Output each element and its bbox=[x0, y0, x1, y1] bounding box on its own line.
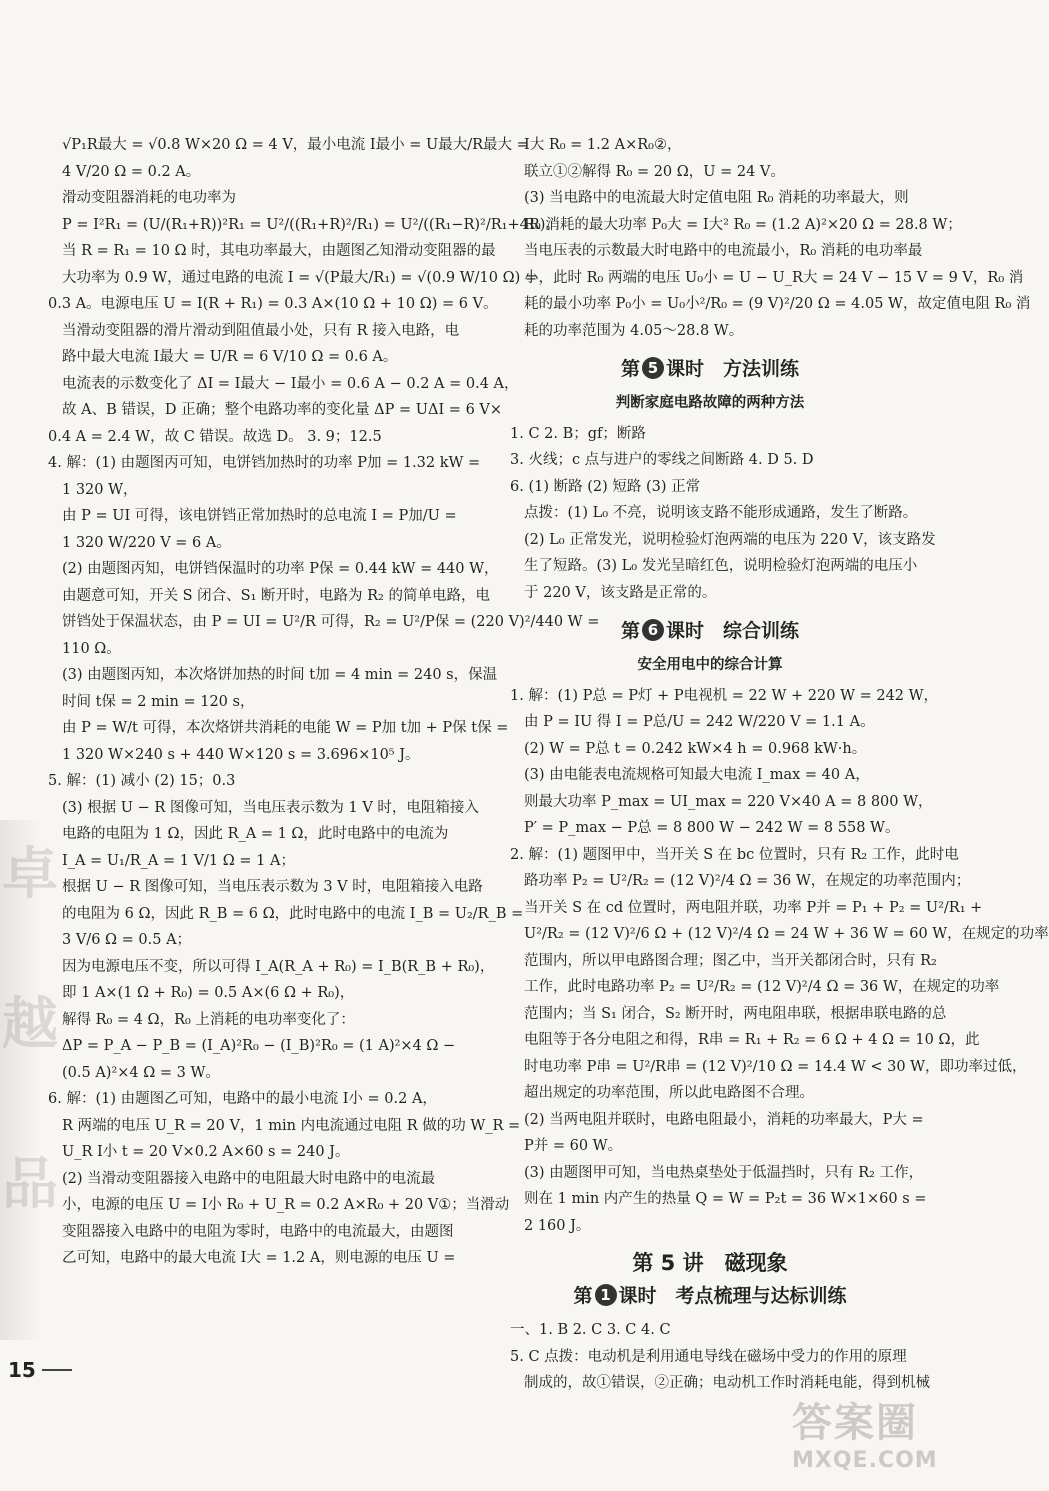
text-line: 2. 解：(1) 题图甲中，当开关 S 在 bc 位置时，只有 R₂ 工作，此时电 bbox=[510, 846, 959, 863]
text-line: ΔP = P_A − P_B = (I_A)²R₀ − (I_B)²R₀ = (1 A)²×4 Ω − bbox=[62, 1038, 456, 1054]
text-line: U_R I小 t = 20 V×0.2 A×60 s = 240 J。 bbox=[62, 1144, 350, 1160]
text-line: 的电阻为 6 Ω，因此 R_B = 6 Ω，此时电路中的电流 I_B = U₂/R_B = bbox=[62, 905, 524, 922]
text-line: R 两端的电压 U_R = 20 V，1 min 内电流通过电阻 R 做的功 W_R = bbox=[62, 1117, 521, 1134]
text-line: 小，电源的电压 U = I小 R₀ + U_R = 0.2 A×R₀ + 20 V①；当滑动 bbox=[62, 1197, 510, 1213]
text-line: 由 P = W/t 可得，本次烙饼共消耗的电能 W = P加 t加 + P保 t保 = bbox=[62, 720, 509, 736]
text-line: 范围内，所以甲电路图合理；图乙中，当开关都闭合时，只有 R₂ bbox=[524, 952, 937, 969]
text-line: (3) 由题图丙知，本次烙饼加热的时间 t加 = 4 min = 240 s，保温 bbox=[62, 667, 498, 683]
text-line: 工作，此时电路功率 P₂ = U²/R₂ = (12 V)²/4 Ω = 36 W，在规定的功率 bbox=[524, 979, 1000, 995]
text-line: 时间 t保 = 2 min = 120 s， bbox=[62, 693, 255, 710]
lesson-1-heading bbox=[510, 1281, 910, 1311]
text-line: 当滑动变阻器的滑片滑动到阻值最小处，只有 R 接入电路，电 bbox=[62, 322, 460, 339]
text-line: R₀ 消耗的最大功率 P₀大 = I大² R₀ = (1.2 A)²×20 Ω = 28.8 W； bbox=[524, 216, 962, 233]
watermark-logo-text: 答案圈 bbox=[792, 1400, 918, 1446]
text-line: 耗的最小功率 P₀小 = U₀小²/R₀ = (9 V)²/20 Ω = 4.05 W，故定值电阻 R₀ 消 bbox=[524, 296, 1031, 312]
lesson-number-badge: 1 bbox=[595, 1284, 617, 1306]
text-line: 6. 解：(1) 由题图乙可知，电路中的最小电流 I小 = 0.2 A， bbox=[48, 1091, 437, 1107]
text-line: (0.5 A)²×4 Ω = 3 W。 bbox=[62, 1064, 220, 1081]
text-line: 联立①②解得 R₀ = 20 Ω，U = 24 V。 bbox=[524, 163, 785, 180]
text-line: 范围内；当 S₁ 闭合，S₂ 断开时，两电阻串联，根据串联电路的总 bbox=[524, 1005, 947, 1022]
text-line: (2) 当两电阻并联时，电路电阻最小，消耗的功率最大，P大 = bbox=[524, 1111, 924, 1128]
text-line: 0.3 A。电源电压 U = I(R + R₁) = 0.3 A×(10 Ω + 10 Ω) = 6 V。 bbox=[48, 296, 498, 312]
lesson-6-subheading: 安全用电中的综合计算 bbox=[637, 657, 783, 673]
lesson-prefix: 第 bbox=[620, 358, 640, 380]
text-line: 故 A、B 错误，D 正确；整个电路功率的变化量 ΔP = UΔI = 6 V× bbox=[62, 402, 503, 418]
text-line: 一、1. B 2. C 3. C 4. C bbox=[510, 1322, 671, 1338]
lesson-6-heading bbox=[510, 616, 910, 646]
lesson-number-badge: 5 bbox=[642, 357, 664, 379]
text-line: 当电压表的示数最大时电路中的电流最小，R₀ 消耗的电功率最 bbox=[524, 243, 923, 259]
text-line: 1 320 W， bbox=[62, 481, 138, 498]
lesson-title: 课时 考点梳理与达标训练 bbox=[618, 1285, 847, 1307]
text-line: 1. C 2. B；gf；断路 bbox=[510, 425, 646, 442]
lesson-title: 课时 综合训练 bbox=[666, 620, 800, 642]
text-line: 电流表的示数变化了 ΔI = I最大 − I最小 = 0.6 A − 0.2 A = 0.4 A， bbox=[62, 375, 519, 392]
text-line: 由 P = IU 得 I = P总/U = 242 W/220 V = 1.1 A。 bbox=[524, 714, 875, 730]
watermark-url: MXQE.COM bbox=[792, 1448, 938, 1473]
text-line: 路功率 P₂ = U²/R₂ = (12 V)²/4 Ω = 36 W，在规定的功率范围内； bbox=[524, 873, 971, 889]
text-line: 1 320 W×240 s + 440 W×120 s = 3.696×10⁵ J。 bbox=[62, 746, 420, 763]
text-line: (3) 由电能表电流规格可知最大电流 I_max = 40 A， bbox=[524, 767, 870, 783]
text-line: 则最大功率 P_max = UI_max = 220 V×40 A = 8 800 W， bbox=[524, 793, 933, 810]
lesson-prefix: 第 bbox=[573, 1285, 593, 1307]
text-line: I_A = U₁/R_A = 1 V/1 Ω = 1 A； bbox=[62, 852, 295, 869]
text-line: 当开关 S 在 cd 位置时，两电阻并联，功率 P并 = P₁ + P₂ = U²/R₁ + bbox=[524, 899, 983, 916]
left-edge-watermark bbox=[0, 820, 58, 1340]
text-line: √P₁R最大 = √0.8 W×20 Ω = 4 V，最小电流 I最小 = U最大/R最大 = bbox=[62, 137, 529, 153]
text-line: 点拨：(1) L₀ 不亮，说明该支路不能形成通路，发生了断路。 bbox=[524, 505, 918, 521]
text-line: P并 = 60 W。 bbox=[524, 1138, 623, 1154]
continued-solution bbox=[510, 132, 1031, 344]
text-line: 4. 解：(1) 由题图丙可知，电饼铛加热时的功率 P加 = 1.32 kW = bbox=[48, 455, 481, 471]
lesson-1-answers bbox=[510, 1317, 930, 1397]
text-line: 乙可知，电路中的最大电流 I大 = 1.2 A，则电源的电压 U = bbox=[62, 1250, 456, 1266]
text-line: (3) 根据 U − R 图像可知，当电压表示数为 1 V 时，电阻箱接入 bbox=[62, 799, 479, 816]
text-line: 制成的，故①错误，②正确；电动机工作时消耗电能，得到机械 bbox=[524, 1375, 930, 1391]
lesson-6-answers bbox=[510, 683, 1049, 1240]
text-line: 5. C 点拨：电动机是利用通电导线在磁场中受力的作用的原理 bbox=[510, 1348, 907, 1365]
text-line: 当 R = R₁ = 10 Ω 时，其电功率最大，由题图乙知滑动变阻器的最 bbox=[62, 243, 496, 259]
watermark-glyph: 越 bbox=[2, 991, 58, 1057]
watermark-glyph: 品 bbox=[2, 1151, 58, 1217]
text-line: 电阻等于各分电阻之和得，R串 = R₁ + R₂ = 6 Ω + 4 Ω = 10 Ω，此 bbox=[524, 1032, 980, 1048]
text-line: (2) 当滑动变阻器接入电路中的电阻最大时电路中的电流最 bbox=[62, 1170, 436, 1187]
text-line: 110 Ω。 bbox=[62, 640, 121, 657]
text-line: 4 V/20 Ω = 0.2 A。 bbox=[62, 163, 201, 180]
text-line: 耗的功率范围为 4.05～28.8 W。 bbox=[524, 322, 744, 339]
lesson-5-heading bbox=[510, 354, 910, 384]
lesson-title: 课时 方法训练 bbox=[666, 358, 800, 380]
text-line: 3. 火线；c 点与进户的零线之间断路 4. D 5. D bbox=[510, 452, 814, 468]
text-line: I大 R₀ = 1.2 A×R₀②， bbox=[524, 137, 682, 153]
lesson-5-answers bbox=[510, 421, 936, 607]
text-line: (2) 由题图丙知，电饼铛保温时的功率 P保 = 0.44 kW = 440 W， bbox=[62, 561, 499, 577]
text-line: 5. 解：(1) 减小 (2) 15；0.3 bbox=[48, 773, 236, 789]
text-line: (3) 由题图甲可知，当电热桌垫处于低温挡时，只有 R₂ 工作， bbox=[524, 1164, 924, 1181]
page-number-rule bbox=[42, 1369, 72, 1371]
text-line: 电路的电阻为 1 Ω，因此 R_A = 1 Ω，此时电路中的电流为 bbox=[62, 826, 449, 842]
text-line: (3) 当电路中的电流最大时定值电阻 R₀ 消耗的功率最大，则 bbox=[524, 190, 909, 206]
lesson-5-subheading: 判断家庭电路故障的两种方法 bbox=[615, 395, 805, 411]
watermark-glyph: 卓 bbox=[2, 841, 58, 907]
text-line: 路中最大电流 I最大 = U/R = 6 V/10 Ω = 0.6 A。 bbox=[62, 349, 398, 365]
text-line: U²/R₂ = (12 V)²/6 Ω + (12 V)²/4 Ω = 24 W + 36 W = 60 W，在规定的功率 bbox=[524, 926, 1049, 942]
text-line: P′ = P_max − P总 = 8 800 W − 242 W = 8 558 W。 bbox=[524, 820, 900, 836]
lesson-number-badge: 6 bbox=[642, 619, 664, 641]
chapter-heading: 第 5 讲 磁现象 bbox=[632, 1251, 788, 1275]
text-line: 滑动变阻器消耗的电功率为 bbox=[62, 190, 236, 206]
site-watermark-logo bbox=[792, 1391, 982, 1471]
text-line: 饼铛处于保温状态，由 P = UI = U²/R 可得，R₂ = U²/P保 = (220 V)²/440 W = bbox=[62, 614, 600, 630]
page-number bbox=[8, 1358, 72, 1382]
text-line: 即 1 A×(1 Ω + R₀) = 0.5 A×(6 Ω + R₀)， bbox=[62, 985, 355, 1001]
text-line: (2) L₀ 正常发光，说明检验灯泡两端的电压为 220 V，该支路发 bbox=[524, 531, 936, 548]
text-line: P = I²R₁ = (U/(R₁+R))²R₁ = U²/((R₁+R)²/R₁) = U²/((R₁−R)²/R₁+4R)。 bbox=[62, 216, 560, 233]
right-column bbox=[510, 132, 1049, 1397]
text-line: 6. (1) 断路 (2) 短路 (3) 正常 bbox=[510, 478, 701, 495]
text-line: 由 P = UI 可得，该电饼铛正常加热时的总电流 I = P加/U = bbox=[62, 508, 457, 524]
text-line: 变阻器接入电路中的电阻为零时，电路中的电流最大，由题图 bbox=[62, 1223, 454, 1240]
text-line: 3 V/6 Ω = 0.5 A； bbox=[62, 932, 192, 948]
text-line: 于 220 V，该支路是正常的。 bbox=[524, 584, 717, 601]
text-line: (2) W = P总 t = 0.242 kW×4 h = 0.968 kW·h。 bbox=[524, 740, 867, 757]
text-line: 小，此时 R₀ 两端的电压 U₀小 = U − U_R大 = 24 V − 15 V = 9 V，R₀ 消 bbox=[524, 269, 1024, 286]
text-line: 生了短路。(3) L₀ 发光呈暗红色，说明检验灯泡两端的电压小 bbox=[524, 558, 918, 574]
text-line: 1 320 W/220 V = 6 A。 bbox=[62, 534, 231, 551]
text-line: 因为电源电压不变，所以可得 I_A(R_A + R₀) = I_B(R_B + R₀)， bbox=[62, 958, 495, 975]
text-line: 解得 R₀ = 4 Ω，R₀ 上消耗的电功率变化了： bbox=[62, 1011, 355, 1028]
text-line: 则在 1 min 内产生的热量 Q = W = P₂t = 36 W×1×60 s = bbox=[524, 1191, 927, 1207]
text-line: 由题意可知，开关 S 闭合、S₁ 断开时，电路为 R₂ 的简单电路，电 bbox=[62, 587, 490, 604]
text-line: 0.4 A = 2.4 W，故 C 错误。故选 D。 3. 9；12.5 bbox=[48, 428, 382, 445]
lesson-prefix: 第 bbox=[620, 620, 640, 642]
text-line: 超出规定的功率范围，所以此电路图不合理。 bbox=[524, 1085, 814, 1101]
text-line: 根据 U − R 图像可知，当电压表示数为 3 V 时，电阻箱接入电路 bbox=[62, 879, 483, 895]
page-number-text: 15 bbox=[8, 1358, 36, 1382]
text-line: 1. 解：(1) P总 = P灯 + P电视机 = 22 W + 220 W = 242 W， bbox=[510, 687, 939, 704]
text-line: 时电功率 P串 = U²/R串 = (12 V)²/10 Ω = 14.4 W < 30 W，即功率过低， bbox=[524, 1058, 1027, 1075]
text-line: 大功率为 0.9 W，通过电路的电流 I = √(P最大/R₁) = √(0.9 W/10 Ω) = bbox=[62, 269, 538, 286]
text-line: 2 160 J。 bbox=[524, 1217, 591, 1234]
